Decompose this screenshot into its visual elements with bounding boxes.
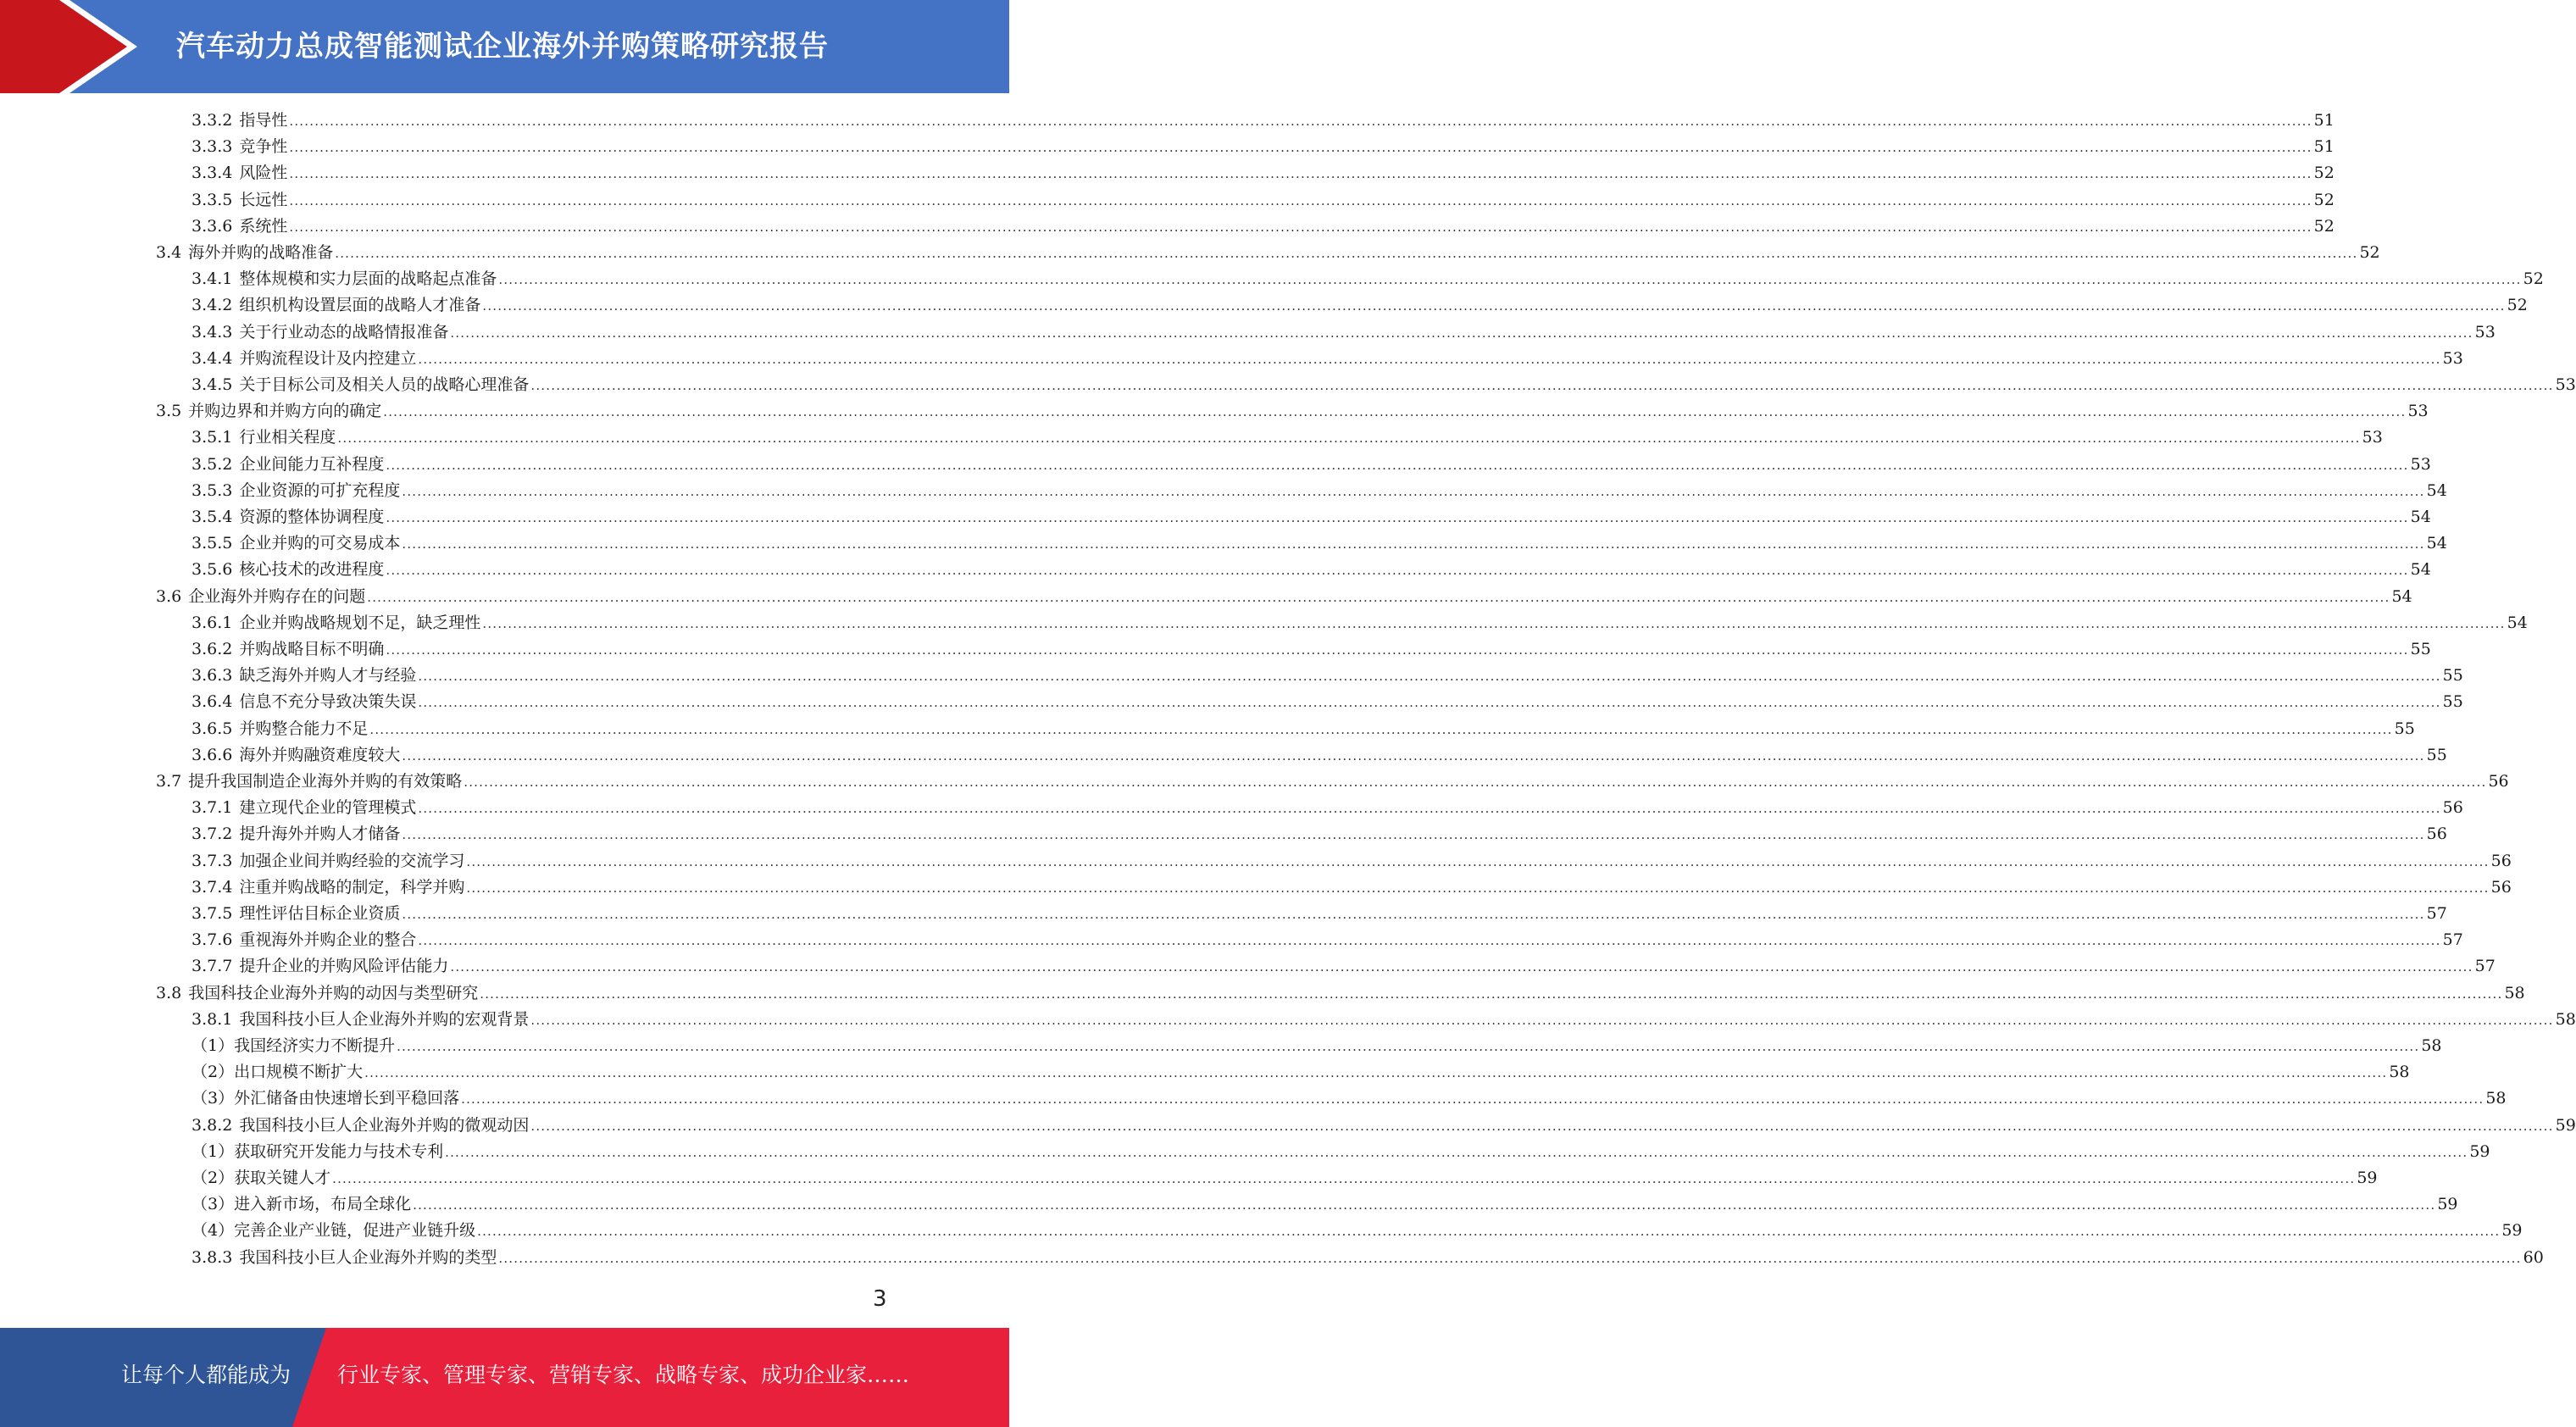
toc-entry-number: （1） — [192, 1036, 235, 1055]
toc-dot-leader: ................................................................................................................................................................................................................................................................................................................................................................................................................ — [480, 986, 2503, 1002]
toc-dot-leader: ................................................................................................................................................................................................................................................................................................................................................................................................................ — [367, 589, 2390, 605]
toc-entry-title: 理性评估目标企业资质 — [239, 904, 401, 923]
toc-entry-number: 3.3.5 — [192, 190, 233, 209]
toc-entry[interactable] — [192, 292, 2528, 319]
toc-entry-title: 获取研究开发能力与技术专利 — [234, 1141, 444, 1161]
toc-dot-leader: ................................................................................................................................................................................................................................................................................................................................................................................................................ — [289, 192, 2312, 208]
toc-entry-title: 提升海外并购人才储备 — [239, 825, 401, 844]
toc-dot-leader: ................................................................................................................................................................................................................................................................................................................................................................................................................ — [418, 695, 2441, 711]
toc-dot-leader: ................................................................................................................................................................................................................................................................................................................................................................................................................ — [337, 430, 2361, 447]
toc-entry-title: 建立现代企业的管理模式 — [239, 798, 417, 818]
toc-entry-number: 3.7.2 — [192, 825, 233, 844]
toc-dot-leader: ................................................................................................................................................................................................................................................................................................................................................................................................................ — [461, 1091, 2484, 1108]
toc-dot-leader: ................................................................................................................................................................................................................................................................................................................................................................................................................ — [466, 880, 2490, 896]
toc-entry-page: 59 — [2437, 1195, 2458, 1214]
toc-entry-number: 3.6.4 — [192, 692, 233, 712]
toc-dot-leader: ................................................................................................................................................................................................................................................................................................................................................................................................................ — [530, 1118, 2554, 1134]
toc-entry-number: 3.8.1 — [192, 1009, 233, 1029]
toc-entry-page: 58 — [2421, 1036, 2442, 1055]
toc-entry-title: 并购整合能力不足 — [239, 719, 369, 738]
toc-entry-number: 3.7.4 — [192, 877, 233, 897]
toc-entry-title: 我国科技小巨人企业海外并购的微观动因 — [239, 1115, 530, 1135]
toc-dot-leader: ................................................................................................................................................................................................................................................................................................................................................................................................................ — [413, 1197, 2436, 1213]
toc-entry-title: 核心技术的改进程度 — [239, 560, 385, 580]
toc-entry-title: 重视海外并购企业的整合 — [239, 930, 417, 950]
toc-dot-leader: ................................................................................................................................................................................................................................................................................................................................................................................................................ — [477, 1224, 2501, 1240]
toc-entry-number: 3.3.3 — [192, 137, 233, 157]
toc-dot-leader: ................................................................................................................................................................................................................................................................................................................................................................................................................ — [402, 827, 2425, 843]
toc-dot-leader: ................................................................................................................................................................................................................................................................................................................................................................................................................ — [402, 483, 2425, 499]
toc-entry[interactable] — [192, 346, 2463, 372]
toc-dot-leader: ................................................................................................................................................................................................................................................................................................................................................................................................................ — [402, 907, 2425, 922]
toc-entry-page: 57 — [2474, 957, 2496, 976]
toc-entry-number: 3.5.2 — [192, 454, 233, 474]
toc-entry[interactable] — [192, 927, 2463, 953]
toc-entry-title: 我国经济实力不断提升 — [234, 1036, 396, 1055]
toc-entry-number: 3.5.5 — [192, 534, 233, 553]
toc-entry-page: 57 — [2426, 904, 2447, 923]
toc-dot-leader: ................................................................................................................................................................................................................................................................................................................................................................................................................ — [383, 404, 2407, 420]
toc-entry-number: 3.3.2 — [192, 111, 233, 130]
toc-entry-title: 企业并购战略规划不足，缺乏理性 — [239, 613, 481, 632]
toc-entry-page: 58 — [2504, 983, 2525, 1002]
toc-entry-page: 55 — [2442, 666, 2463, 686]
toc-dot-leader: ................................................................................................................................................................................................................................................................................................................................................................................................................ — [482, 298, 2506, 314]
toc-entry-page: 59 — [2469, 1141, 2490, 1161]
toc-entry-number: 3.7 — [156, 772, 182, 791]
toc-entry[interactable] — [192, 1218, 2523, 1244]
toc-entry[interactable] — [192, 1191, 2458, 1218]
toc-entry-page: 52 — [2359, 243, 2380, 262]
toc-entry[interactable] — [156, 240, 2380, 266]
toc-entry-title: 我国科技小巨人企业海外并购的宏观背景 — [239, 1009, 530, 1029]
toc-entry-number: 3.7.5 — [192, 904, 233, 923]
toc-entry-number: 3.4.3 — [192, 322, 233, 341]
footer-slogan-right: 行业专家、管理专家、营销专家、战略专家、成功企业家…… — [337, 1363, 910, 1387]
toc-entry-page: 54 — [2507, 613, 2528, 632]
toc-entry-number: 3.6.2 — [192, 640, 233, 658]
toc-entry-page: 54 — [2426, 534, 2447, 553]
toc-entry-title: 海外并购融资难度较大 — [239, 745, 401, 764]
toc-entry-title: 企业间能力互补程度 — [239, 454, 385, 474]
toc-entry-title: 并购战略目标不明确 — [239, 640, 385, 658]
toc-entry-number: 3.5 — [156, 402, 182, 421]
toc-entry-title: 获取关键人才 — [234, 1169, 331, 1187]
toc-entry-page: 55 — [2426, 745, 2447, 764]
toc-entry-page: 53 — [2474, 322, 2496, 341]
toc-entry[interactable] — [192, 689, 2463, 715]
toc-entry-title: 我国科技企业海外并购的动因与类型研究 — [188, 983, 479, 1002]
toc-entry-number: （4） — [192, 1221, 235, 1241]
toc-entry-number: 3.3.4 — [192, 164, 233, 183]
toc-entry-title: 竞争性 — [239, 137, 288, 157]
toc-dot-leader: ................................................................................................................................................................................................................................................................................................................................................................................................................ — [445, 1144, 2468, 1160]
toc-entry[interactable] — [192, 636, 2431, 663]
toc-entry-number: 3.6.1 — [192, 613, 233, 632]
toc-entry[interactable] — [192, 425, 2383, 451]
toc-entry[interactable] — [192, 1033, 2442, 1059]
toc-entry-title: 缺乏海外并购人才与经验 — [239, 666, 417, 686]
toc-entry-page: 52 — [2523, 269, 2544, 289]
toc-entry-page: 60 — [2523, 1247, 2544, 1267]
toc-entry-number: 3.6 — [156, 586, 182, 606]
toc-entry[interactable] — [192, 663, 2463, 689]
toc-entry-page: 56 — [2490, 851, 2512, 870]
toc-entry-title: 指导性 — [239, 111, 288, 130]
toc-entry-number: （2） — [192, 1063, 235, 1082]
toc-entry[interactable] — [192, 452, 2431, 478]
toc-entry-number: 3.5.6 — [192, 560, 233, 580]
page-footer — [0, 1328, 1009, 1427]
toc-entry-number: 3.7.3 — [192, 851, 233, 870]
toc-entry-title: 出口规模不断扩大 — [234, 1063, 364, 1082]
toc-dot-leader: ................................................................................................................................................................................................................................................................................................................................................................................................................ — [418, 801, 2441, 817]
toc-entry-number: 3.6.3 — [192, 666, 233, 686]
toc-entry-number: （1） — [192, 1141, 235, 1161]
toc-entry[interactable] — [192, 557, 2431, 583]
toc-entry[interactable] — [192, 108, 2334, 134]
toc-dot-leader: ................................................................................................................................................................................................................................................................................................................................................................................................................ — [397, 1039, 2420, 1054]
toc-entry[interactable] — [192, 821, 2447, 847]
toc-entry-number: （2） — [192, 1169, 235, 1187]
toc-entry-page: 51 — [2313, 111, 2334, 130]
toc-entry-title: 长远性 — [239, 190, 288, 209]
toc-entry-title: 组织机构设置层面的战略人才准备 — [239, 296, 481, 315]
toc-entry-page: 52 — [2313, 216, 2334, 236]
toc-entry-number: 3.7.1 — [192, 798, 233, 818]
toc-entry[interactable] — [192, 187, 2334, 214]
toc-entry[interactable] — [192, 1086, 2507, 1112]
toc-entry-title: 并购流程设计及内控建立 — [239, 348, 417, 368]
toc-dot-leader: ................................................................................................................................................................................................................................................................................................................................................................................................................ — [386, 510, 2409, 525]
toc-entry-page: 54 — [2410, 560, 2431, 580]
toc-dot-leader: ................................................................................................................................................................................................................................................................................................................................................................................................................ — [289, 140, 2312, 156]
toc-entry-number: 3.7.6 — [192, 930, 233, 950]
toc-entry[interactable] — [156, 584, 2412, 610]
toc-entry-number: 3.8 — [156, 983, 182, 1002]
toc-entry[interactable] — [192, 160, 2334, 186]
toc-entry-page: 53 — [2410, 454, 2431, 474]
toc-entry-number: 3.8.3 — [192, 1247, 233, 1267]
toc-dot-leader: ................................................................................................................................................................................................................................................................................................................................................................................................................ — [466, 853, 2490, 869]
toc-entry-number: 3.6.6 — [192, 745, 233, 764]
toc-entry[interactable] — [192, 1007, 2576, 1033]
toc-dot-leader: ................................................................................................................................................................................................................................................................................................................................................................................................................ — [386, 563, 2409, 579]
toc-entry-number: 3.4.1 — [192, 269, 233, 289]
toc-entry[interactable] — [192, 266, 2544, 292]
toc-entry-title: 企业资源的可扩充程度 — [239, 480, 401, 500]
toc-dot-leader: ................................................................................................................................................................................................................................................................................................................................................................................................................ — [530, 378, 2554, 393]
toc-entry-title: 企业海外并购存在的问题 — [188, 586, 366, 606]
toc-entry-page: 53 — [2362, 428, 2383, 447]
page-header — [0, 0, 1009, 93]
toc-entry-page: 59 — [2501, 1221, 2523, 1241]
toc-dot-leader: ................................................................................................................................................................................................................................................................................................................................................................................................................ — [464, 775, 2487, 790]
toc-entry[interactable] — [192, 504, 2431, 530]
toc-dot-leader: ................................................................................................................................................................................................................................................................................................................................................................................................................ — [498, 272, 2522, 288]
toc-entry-number: 3.4.2 — [192, 296, 233, 315]
toc-entry[interactable] — [192, 1113, 2576, 1139]
toc-entry-title: 系统性 — [239, 216, 288, 236]
toc-entry[interactable] — [192, 530, 2447, 557]
toc-dot-leader: ................................................................................................................................................................................................................................................................................................................................................................................................................ — [418, 351, 2441, 367]
toc-entry-number: 3.8.2 — [192, 1115, 233, 1135]
toc-entry-page: 56 — [2490, 877, 2512, 897]
toc-dot-leader: ................................................................................................................................................................................................................................................................................................................................................................................................................ — [418, 669, 2441, 685]
toc-entry[interactable] — [192, 1059, 2410, 1086]
toc-entry[interactable] — [192, 1165, 2378, 1191]
toc-entry[interactable] — [192, 134, 2334, 160]
toc-dot-leader: ................................................................................................................................................................................................................................................................................................................................................................................................................ — [450, 959, 2473, 975]
toc-entry-page: 53 — [2555, 375, 2576, 394]
toc-entry-number: 3.3.6 — [192, 216, 233, 236]
toc-entry-number: 3.6.5 — [192, 719, 233, 738]
toc-dot-leader: ................................................................................................................................................................................................................................................................................................................................................................................................................ — [498, 1250, 2522, 1266]
toc-entry-page: 55 — [2442, 692, 2463, 712]
toc-entry-page: 59 — [2555, 1115, 2576, 1135]
toc-dot-leader: ................................................................................................................................................................................................................................................................................................................................................................................................................ — [369, 721, 2393, 737]
toc-entry[interactable] — [156, 769, 2509, 795]
toc-entry-number: 3.7.7 — [192, 957, 233, 976]
toc-entry-page: 58 — [2389, 1063, 2410, 1082]
toc-entry[interactable] — [192, 1245, 2544, 1271]
toc-entry[interactable] — [192, 953, 2496, 980]
toc-entry-title: 外汇储备由快速增长到平稳回落 — [234, 1089, 460, 1108]
toc-entry-title: 提升我国制造企业海外并购的有效策略 — [188, 772, 463, 791]
toc-entry-number: 3.4 — [156, 243, 182, 262]
toc-entry-page: 58 — [2485, 1089, 2507, 1108]
toc-entry[interactable] — [192, 795, 2463, 821]
toc-entry[interactable] — [192, 742, 2447, 769]
toc-dot-leader: ................................................................................................................................................................................................................................................................................................................................................................................................................ — [402, 536, 2425, 552]
toc-entry-number: 3.5.1 — [192, 428, 233, 447]
toc-entry[interactable] — [192, 214, 2334, 240]
toc-entry[interactable] — [192, 319, 2496, 346]
toc-entry-page: 56 — [2442, 798, 2463, 818]
toc-entry[interactable] — [156, 980, 2525, 1007]
toc-entry[interactable] — [192, 1139, 2490, 1165]
toc-dot-leader: ................................................................................................................................................................................................................................................................................................................................................................................................................ — [530, 1012, 2554, 1028]
toc-entry-page: 54 — [2426, 480, 2447, 500]
toc-dot-leader: ................................................................................................................................................................................................................................................................................................................................................................................................................ — [482, 615, 2506, 631]
toc-entry-page: 56 — [2426, 825, 2447, 844]
toc-entry-page: 55 — [2394, 719, 2415, 738]
toc-entry-page: 56 — [2488, 772, 2509, 791]
toc-entry[interactable] — [192, 875, 2512, 901]
toc-entry-title: 信息不充分导致决策失误 — [239, 692, 417, 712]
toc-dot-leader: ................................................................................................................................................................................................................................................................................................................................................................................................................ — [418, 933, 2441, 949]
toc-entry[interactable] — [192, 478, 2447, 504]
toc-entry-title: 企业并购的可交易成本 — [239, 534, 401, 553]
toc-entry-number: （3） — [192, 1089, 235, 1108]
toc-entry[interactable] — [192, 372, 2576, 398]
toc-entry-number: 3.4.4 — [192, 348, 233, 368]
toc-entry-number: 3.5.4 — [192, 508, 233, 526]
toc-dot-leader: ................................................................................................................................................................................................................................................................................................................................................................................................................ — [289, 219, 2312, 235]
toc-entry-title: 整体规模和实力层面的战略起点准备 — [239, 269, 497, 289]
toc-entry-page: 51 — [2313, 137, 2334, 157]
toc-entry[interactable] — [192, 901, 2447, 927]
toc-dot-leader: ................................................................................................................................................................................................................................................................................................................................................................................................................ — [335, 246, 2358, 261]
toc-entry-title: 提升企业的并购风险评估能力 — [239, 957, 449, 976]
footer-slogan-left: 让每个人都能成为 — [121, 1363, 291, 1387]
toc-entry-page: 54 — [2391, 586, 2412, 606]
toc-dot-leader: ................................................................................................................................................................................................................................................................................................................................................................................................................ — [332, 1171, 2356, 1186]
toc-dot-leader: ................................................................................................................................................................................................................................................................................................................................................................................................................ — [402, 747, 2425, 763]
toc-entry-number: （3） — [192, 1195, 235, 1214]
toc-entry-title: 海外并购的战略准备 — [188, 243, 334, 262]
toc-entry-page: 58 — [2555, 1009, 2576, 1029]
toc-entry-page: 52 — [2313, 190, 2334, 209]
toc-entry-number: 3.5.3 — [192, 480, 233, 500]
toc-entry-page: 52 — [2507, 296, 2528, 315]
toc-entry[interactable] — [192, 716, 2415, 742]
toc-entry-page: 52 — [2313, 164, 2334, 183]
toc-entry-page: 55 — [2410, 640, 2431, 658]
toc-entry-title: 我国科技小巨人企业海外并购的类型 — [239, 1247, 497, 1267]
toc-entry[interactable] — [156, 398, 2429, 425]
toc-entry[interactable] — [192, 610, 2528, 636]
toc-entry-title: 风险性 — [239, 164, 288, 183]
toc-entry-title: 加强企业间并购经验的交流学习 — [239, 851, 465, 870]
toc-entry-page: 53 — [2442, 348, 2463, 368]
toc-dot-leader: ................................................................................................................................................................................................................................................................................................................................................................................................................ — [386, 642, 2409, 658]
toc-dot-leader: ................................................................................................................................................................................................................................................................................................................................................................................................................ — [289, 166, 2312, 182]
toc-dot-leader: ................................................................................................................................................................................................................................................................................................................................................................................................................ — [289, 114, 2312, 129]
toc-entry-title: 进入新市场，布局全球化 — [234, 1195, 412, 1214]
toc-entry-title: 关于行业动态的战略情报准备 — [239, 322, 449, 341]
report-title: 汽车动力总成智能测试企业海外并购策略研究报告 — [176, 30, 829, 64]
toc-entry[interactable] — [192, 848, 2512, 875]
toc-entry-number: 3.4.5 — [192, 375, 233, 394]
page-number: 3 — [873, 1286, 887, 1312]
toc-dot-leader: ................................................................................................................................................................................................................................................................................................................................................................................................................ — [386, 457, 2409, 473]
toc-entry-title: 注重并购战略的制定，科学并购 — [239, 877, 465, 897]
toc-entry-title: 完善企业产业链，促进产业链升级 — [234, 1221, 476, 1241]
toc-entry-page: 57 — [2442, 930, 2463, 950]
toc-entry-title: 并购边界和并购方向的确定 — [188, 402, 382, 421]
toc-entry-page: 54 — [2410, 508, 2431, 526]
toc-entry-title: 行业相关程度 — [239, 428, 336, 447]
toc-entry-page: 59 — [2357, 1169, 2378, 1187]
toc-dot-leader: ................................................................................................................................................................................................................................................................................................................................................................................................................ — [364, 1065, 2388, 1081]
toc-entry-title: 资源的整体协调程度 — [239, 508, 385, 526]
toc-entry-page: 53 — [2407, 402, 2429, 421]
toc-dot-leader: ................................................................................................................................................................................................................................................................................................................................................................................................................ — [450, 325, 2473, 341]
toc-entry-title: 关于目标公司及相关人员的战略心理准备 — [239, 375, 530, 394]
